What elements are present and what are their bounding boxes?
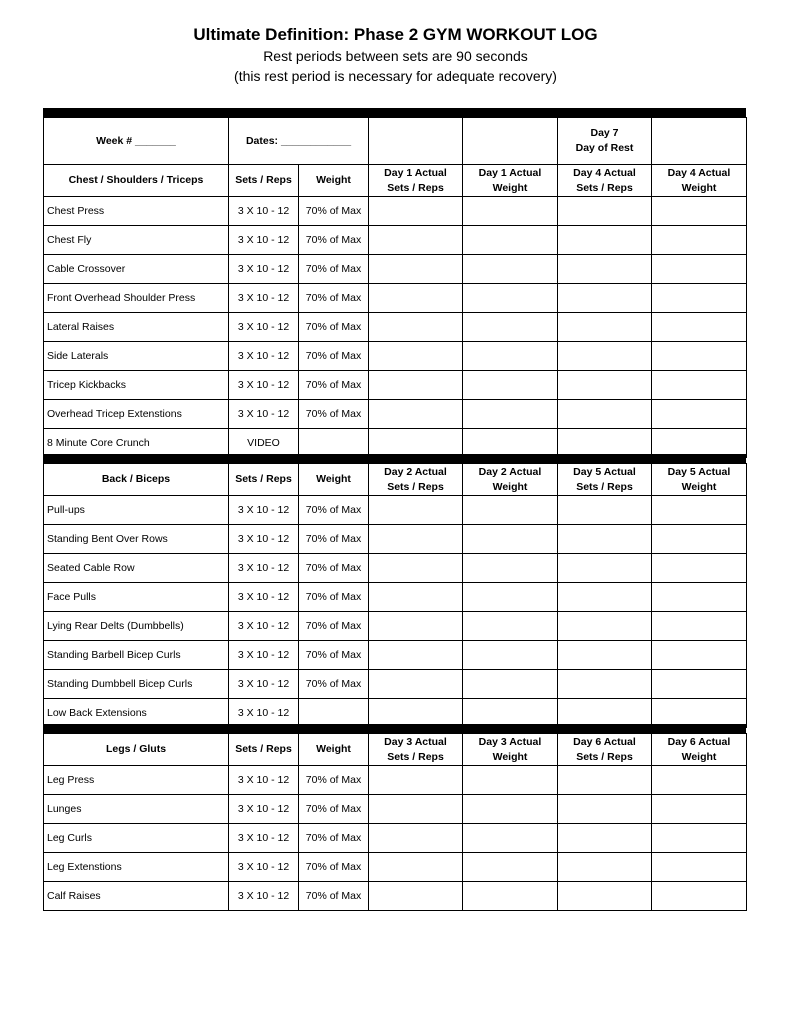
actual-entry-cell[interactable] (558, 641, 652, 670)
actual-entry-cell[interactable] (369, 670, 463, 699)
exercise-name: Seated Cable Row (44, 554, 229, 583)
actual-entry-cell[interactable] (652, 342, 747, 371)
actual-entry-cell[interactable] (558, 824, 652, 853)
exercise-name: Leg Curls (44, 824, 229, 853)
actual-entry-cell[interactable] (652, 400, 747, 429)
actual-col-header: Day 6 Actual Sets / Reps (558, 734, 652, 766)
exercise-name: Overhead Tricep Extenstions (44, 400, 229, 429)
sets-reps-target: 3 X 10 - 12 (229, 882, 299, 911)
log-table-chest-shoulders-triceps (43, 117, 747, 458)
table-row (44, 400, 747, 429)
table-row (44, 313, 747, 342)
recovery-note: (this rest period is necessary for adequate recovery) (234, 68, 557, 84)
actual-entry-cell[interactable] (369, 853, 463, 882)
actual-entry-cell[interactable] (652, 795, 747, 824)
actual-entry-cell[interactable] (652, 824, 747, 853)
exercise-name: Cable Crossover (44, 255, 229, 284)
actual-entry-cell[interactable] (369, 824, 463, 853)
actual-entry-cell[interactable] (558, 795, 652, 824)
actual-entry-cell[interactable] (652, 882, 747, 911)
actual-col-header: Day 2 Actual Weight (463, 464, 558, 496)
exercise-rows (44, 496, 747, 728)
actual-entry-cell[interactable] (463, 583, 558, 612)
weight-target: 70% of Max (299, 313, 369, 342)
actual-entry-cell[interactable] (652, 612, 747, 641)
actual-entry-cell[interactable] (652, 766, 747, 795)
actual-entry-cell[interactable] (369, 554, 463, 583)
sets-reps-target: 3 X 10 - 12 (229, 699, 299, 728)
actual-entry-cell[interactable] (558, 882, 652, 911)
weight-target: 70% of Max (299, 525, 369, 554)
actual-entry-cell[interactable] (558, 226, 652, 255)
exercise-name: Leg Press (44, 766, 229, 795)
sets-reps-target: 3 X 10 - 12 (229, 197, 299, 226)
actual-entry-cell[interactable] (652, 525, 747, 554)
table-row (44, 496, 747, 525)
actual-entry-cell[interactable] (369, 882, 463, 911)
sets-reps-target: 3 X 10 - 12 (229, 400, 299, 429)
weight-target: 70% of Max (299, 612, 369, 641)
sets-reps-target: 3 X 10 - 12 (229, 612, 299, 641)
actual-col-header: Day 3 Actual Sets / Reps (369, 734, 463, 766)
section-header-row (44, 464, 747, 496)
actual-entry-cell[interactable] (558, 583, 652, 612)
actual-entry-cell[interactable] (369, 429, 463, 458)
table-row (44, 429, 747, 458)
actual-entry-cell[interactable] (558, 612, 652, 641)
sets-reps-target: 3 X 10 - 12 (229, 641, 299, 670)
sets-reps-target: 3 X 10 - 12 (229, 824, 299, 853)
actual-entry-cell[interactable] (463, 554, 558, 583)
actual-entry-cell[interactable] (463, 525, 558, 554)
table-row (44, 255, 747, 284)
exercise-name: Leg Extenstions (44, 853, 229, 882)
table-row (44, 699, 747, 728)
exercise-name: Lateral Raises (44, 313, 229, 342)
actual-entry-cell[interactable] (558, 400, 652, 429)
sets-reps-target: VIDEO (229, 429, 299, 458)
sets-reps-target: 3 X 10 - 12 (229, 766, 299, 795)
dates-field[interactable]: Dates: ____________ (229, 118, 369, 165)
table-row (44, 882, 747, 911)
weight-target: 70% of Max (299, 342, 369, 371)
table-row (44, 371, 747, 400)
sets-reps-target: 3 X 10 - 12 (229, 795, 299, 824)
actual-entry-cell[interactable] (652, 226, 747, 255)
table-row (44, 197, 747, 226)
actual-entry-cell[interactable] (369, 255, 463, 284)
actual-col-header: Day 5 Actual Sets / Reps (558, 464, 652, 496)
actual-entry-cell[interactable] (463, 766, 558, 795)
table-row (44, 795, 747, 824)
actual-entry-cell[interactable] (652, 496, 747, 525)
week-number-field[interactable]: Week # _______ (44, 118, 229, 165)
weight-target: 70% of Max (299, 226, 369, 255)
page-title: Ultimate Definition: Phase 2 GYM WORKOUT LOG (193, 25, 598, 44)
exercise-name: Chest Fly (44, 226, 229, 255)
sets-reps-target: 3 X 10 - 12 (229, 255, 299, 284)
day7-rest-label: Day 7 Day of Rest (558, 118, 652, 165)
actual-entry-cell[interactable] (463, 429, 558, 458)
table-row (44, 554, 747, 583)
weight-target: 70% of Max (299, 371, 369, 400)
actual-entry-cell[interactable] (652, 313, 747, 342)
log-table-legs-gluts (43, 733, 747, 911)
actual-entry-cell[interactable] (558, 342, 652, 371)
table-row (44, 525, 747, 554)
actual-entry-cell[interactable] (369, 795, 463, 824)
weight-target: 70% of Max (299, 641, 369, 670)
actual-col-header: Day 4 Actual Weight (652, 165, 747, 197)
actual-entry-cell[interactable] (463, 641, 558, 670)
weight-target: 70% of Max (299, 766, 369, 795)
actual-entry-cell[interactable] (558, 766, 652, 795)
actual-entry-cell[interactable] (652, 197, 747, 226)
actual-col-header: Day 5 Actual Weight (652, 464, 747, 496)
actual-entry-cell[interactable] (558, 853, 652, 882)
table-row (44, 641, 747, 670)
actual-col-header: Day 3 Actual Weight (463, 734, 558, 766)
table-row (44, 612, 747, 641)
exercise-name: 8 Minute Core Crunch (44, 429, 229, 458)
weight-target: 70% of Max (299, 284, 369, 313)
table-row (44, 226, 747, 255)
actual-entry-cell[interactable] (369, 583, 463, 612)
actual-entry-cell[interactable] (369, 226, 463, 255)
actual-entry-cell[interactable] (558, 429, 652, 458)
actual-entry-cell[interactable] (463, 284, 558, 313)
exercise-name: Standing Dumbbell Bicep Curls (44, 670, 229, 699)
section-header-row (44, 165, 747, 197)
exercise-name: Calf Raises (44, 882, 229, 911)
actual-entry-cell[interactable] (652, 371, 747, 400)
sets-reps-target: 3 X 10 - 12 (229, 226, 299, 255)
actual-entry-cell[interactable] (463, 612, 558, 641)
exercise-name: Side Laterals (44, 342, 229, 371)
sets-reps-target: 3 X 10 - 12 (229, 496, 299, 525)
section-title: Back / Biceps (44, 464, 229, 496)
actual-entry-cell[interactable] (463, 795, 558, 824)
blank-cell (652, 118, 747, 165)
actual-entry-cell[interactable] (463, 670, 558, 699)
weight-target: 70% of Max (299, 583, 369, 612)
sets-reps-header: Sets / Reps (229, 464, 299, 496)
actual-entry-cell[interactable] (463, 496, 558, 525)
actual-entry-cell[interactable] (369, 284, 463, 313)
actual-entry-cell[interactable] (463, 400, 558, 429)
weight-target: 70% of Max (299, 197, 369, 226)
actual-entry-cell[interactable] (369, 641, 463, 670)
sets-reps-header: Sets / Reps (229, 165, 299, 197)
sets-reps-target: 3 X 10 - 12 (229, 670, 299, 699)
actual-entry-cell[interactable] (652, 554, 747, 583)
weight-target: 70% of Max (299, 824, 369, 853)
actual-entry-cell[interactable] (558, 284, 652, 313)
table-row (44, 284, 747, 313)
table-row (44, 670, 747, 699)
table-row (44, 766, 747, 795)
section-header-row (44, 734, 747, 766)
log-table-back-biceps (43, 463, 747, 728)
blank-cell (463, 118, 558, 165)
weight-target (299, 699, 369, 728)
actual-col-header: Day 4 Actual Sets / Reps (558, 165, 652, 197)
exercise-name: Low Back Extensions (44, 699, 229, 728)
exercise-name: Tricep Kickbacks (44, 371, 229, 400)
actual-entry-cell[interactable] (558, 313, 652, 342)
actual-entry-cell[interactable] (463, 371, 558, 400)
actual-entry-cell[interactable] (369, 313, 463, 342)
exercise-rows (44, 766, 747, 911)
weight-target: 70% of Max (299, 400, 369, 429)
actual-entry-cell[interactable] (463, 824, 558, 853)
actual-entry-cell[interactable] (369, 371, 463, 400)
actual-entry-cell[interactable] (369, 699, 463, 728)
actual-entry-cell[interactable] (463, 342, 558, 371)
exercise-name: Standing Barbell Bicep Curls (44, 641, 229, 670)
actual-entry-cell[interactable] (463, 197, 558, 226)
weight-target: 70% of Max (299, 882, 369, 911)
actual-col-header: Day 2 Actual Sets / Reps (369, 464, 463, 496)
weight-target: 70% of Max (299, 670, 369, 699)
actual-col-header: Day 1 Actual Weight (463, 165, 558, 197)
actual-entry-cell[interactable] (369, 612, 463, 641)
exercise-name: Face Pulls (44, 583, 229, 612)
actual-entry-cell[interactable] (369, 342, 463, 371)
weight-target (299, 429, 369, 458)
sets-reps-target: 3 X 10 - 12 (229, 342, 299, 371)
actual-entry-cell[interactable] (558, 371, 652, 400)
weight-target: 70% of Max (299, 795, 369, 824)
actual-entry-cell[interactable] (463, 699, 558, 728)
actual-entry-cell[interactable] (369, 766, 463, 795)
actual-entry-cell[interactable] (463, 853, 558, 882)
actual-entry-cell[interactable] (369, 525, 463, 554)
table-row (44, 824, 747, 853)
actual-entry-cell[interactable] (558, 670, 652, 699)
weight-header: Weight (299, 165, 369, 197)
top-divider-bar (43, 108, 746, 117)
exercise-name: Front Overhead Shoulder Press (44, 284, 229, 313)
table-row (44, 342, 747, 371)
actual-entry-cell[interactable] (463, 313, 558, 342)
actual-entry-cell[interactable] (369, 496, 463, 525)
exercise-name: Chest Press (44, 197, 229, 226)
sets-reps-target: 3 X 10 - 12 (229, 583, 299, 612)
actual-entry-cell[interactable] (369, 197, 463, 226)
sets-reps-target: 3 X 10 - 12 (229, 853, 299, 882)
weight-target: 70% of Max (299, 554, 369, 583)
exercise-name: Standing Bent Over Rows (44, 525, 229, 554)
exercise-rows (44, 197, 747, 458)
actual-entry-cell[interactable] (652, 429, 747, 458)
sets-reps-target: 3 X 10 - 12 (229, 525, 299, 554)
actual-entry-cell[interactable] (463, 255, 558, 284)
actual-entry-cell[interactable] (652, 583, 747, 612)
actual-entry-cell[interactable] (652, 284, 747, 313)
sets-reps-target: 3 X 10 - 12 (229, 371, 299, 400)
actual-entry-cell[interactable] (558, 255, 652, 284)
section-title: Chest / Shoulders / Triceps (44, 165, 229, 197)
actual-entry-cell[interactable] (558, 197, 652, 226)
actual-entry-cell[interactable] (652, 699, 747, 728)
sets-reps-target: 3 X 10 - 12 (229, 284, 299, 313)
weight-header: Weight (299, 464, 369, 496)
weight-header: Weight (299, 734, 369, 766)
actual-entry-cell[interactable] (558, 525, 652, 554)
sets-reps-target: 3 X 10 - 12 (229, 313, 299, 342)
actual-col-header: Day 6 Actual Weight (652, 734, 747, 766)
weight-target: 70% of Max (299, 496, 369, 525)
actual-entry-cell[interactable] (558, 699, 652, 728)
actual-entry-cell[interactable] (652, 255, 747, 284)
table-row (44, 583, 747, 612)
weight-target: 70% of Max (299, 255, 369, 284)
actual-entry-cell[interactable] (463, 882, 558, 911)
blank-cell (369, 118, 463, 165)
table-row (44, 853, 747, 882)
exercise-name: Lying Rear Delts (Dumbbells) (44, 612, 229, 641)
sets-reps-header: Sets / Reps (229, 734, 299, 766)
exercise-name: Pull-ups (44, 496, 229, 525)
rest-period-note: Rest periods between sets are 90 seconds (263, 48, 528, 64)
actual-entry-cell[interactable] (369, 400, 463, 429)
actual-entry-cell[interactable] (558, 496, 652, 525)
actual-entry-cell[interactable] (652, 670, 747, 699)
actual-entry-cell[interactable] (652, 853, 747, 882)
actual-entry-cell[interactable] (558, 554, 652, 583)
actual-entry-cell[interactable] (652, 641, 747, 670)
sets-reps-target: 3 X 10 - 12 (229, 554, 299, 583)
actual-entry-cell[interactable] (463, 226, 558, 255)
document-header (0, 24, 791, 86)
actual-col-header: Day 1 Actual Sets / Reps (369, 165, 463, 197)
exercise-name: Lunges (44, 795, 229, 824)
weight-target: 70% of Max (299, 853, 369, 882)
week-info-row (44, 118, 747, 165)
section-title: Legs / Gluts (44, 734, 229, 766)
